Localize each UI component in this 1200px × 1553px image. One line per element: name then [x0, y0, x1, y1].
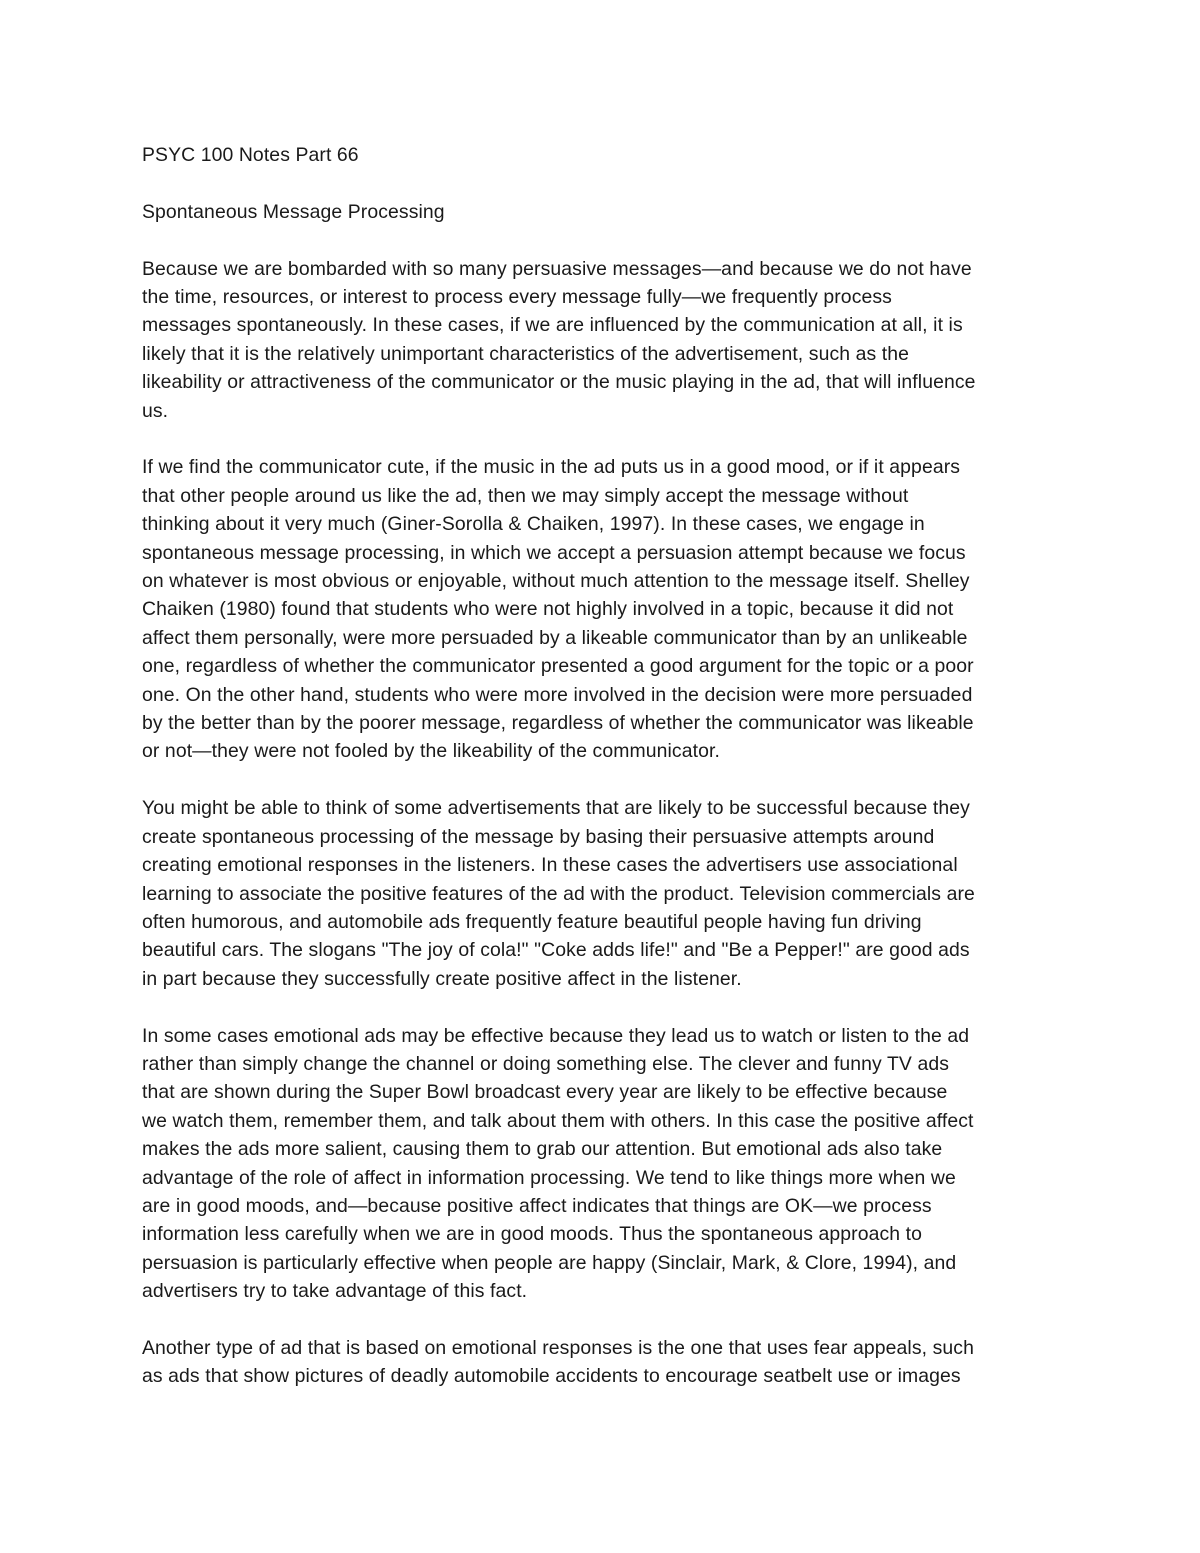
- section-heading: Spontaneous Message Processing: [142, 200, 445, 223]
- paragraph-1: Because we are bombarded with so many persuasive messages—and because we do not have the time, resources, or interest to process every message fully—we frequently process messages spontaneously. In these cases, if we are influenced by the communication at all, it is likely that it is the relatively unimportant characteristics of the advertisement, such as the likeability or attractiveness of the communicator or the music playing in the ad, that will influence us.: [142, 257, 976, 422]
- paragraph-3: You might be able to think of some advertisements that are likely to be successful because they create spontaneous processing of the message by basing their persuasive attempts around creating emotional responses in the listeners. In these cases the advertisers use associational learning to associate the positive features of the ad with the product. Television commercials are often humorous, and automobile ads frequently feature beautiful people having fun driving beautiful cars. The slogans "The joy of cola!" "Coke adds life!" and "Be a Pepper!" are good ads in part because they successfully create positive affect in the listener.: [142, 797, 975, 990]
- paragraph-2: If we find the communicator cute, if the music in the ad puts us in a good mood, or if it appears that other people around us like the ad, then we may simply accept the message without thinking about it very much (Giner-Sorolla & Chaiken, 1997). In these cases, we engage in spontaneous message processing, in which we accept a persuasion attempt because we focus on whatever is most obvious or enjoyable, without much attention to the message itself. Shelley Chaiken (1980) found that students who were not highly involved in a topic, because it did not affect them personally, were more persuaded by a likeable communicator than by an unlikeable one, regardless of whether the communicator presented a good argument for the topic or a poor one. On the other hand, students who were more involved in the decision were more persuaded by the better than by the poorer message, regardless of whether the communicator was likeable or not—they were not fooled by the likeability of the communicator.: [142, 456, 974, 763]
- paragraph-4: In some cases emotional ads may be effective because they lead us to watch or listen to the ad rather than simply change the channel or doing something else. The clever and funny TV ads that are shown during the Super Bowl broadcast every year are likely to be effective because we watch them, remember them, and talk about them with others. In this case the positive affect makes the ads more salient, causing them to grab our attention. But emotional ads also take advantage of the role of affect in information processing. We tend to like things more when we are in good moods, and—because positive affect indicates that things are OK—we process information less carefully when we are in good moods. Thus the spontaneous approach to persuasion is particularly effective when people are happy (Sinclair, Mark, & Clore, 1994), and advertisers try to take advantage of this fact.: [142, 1024, 974, 1303]
- document-title: PSYC 100 Notes Part 66: [142, 144, 359, 166]
- document-body: [142, 141, 1072, 1419]
- paragraph-5: Another type of ad that is based on emotional responses is the one that uses fear appeals, such as ads that show pictures of deadly automobile accidents to encourage seatbelt use or images: [142, 1336, 974, 1388]
